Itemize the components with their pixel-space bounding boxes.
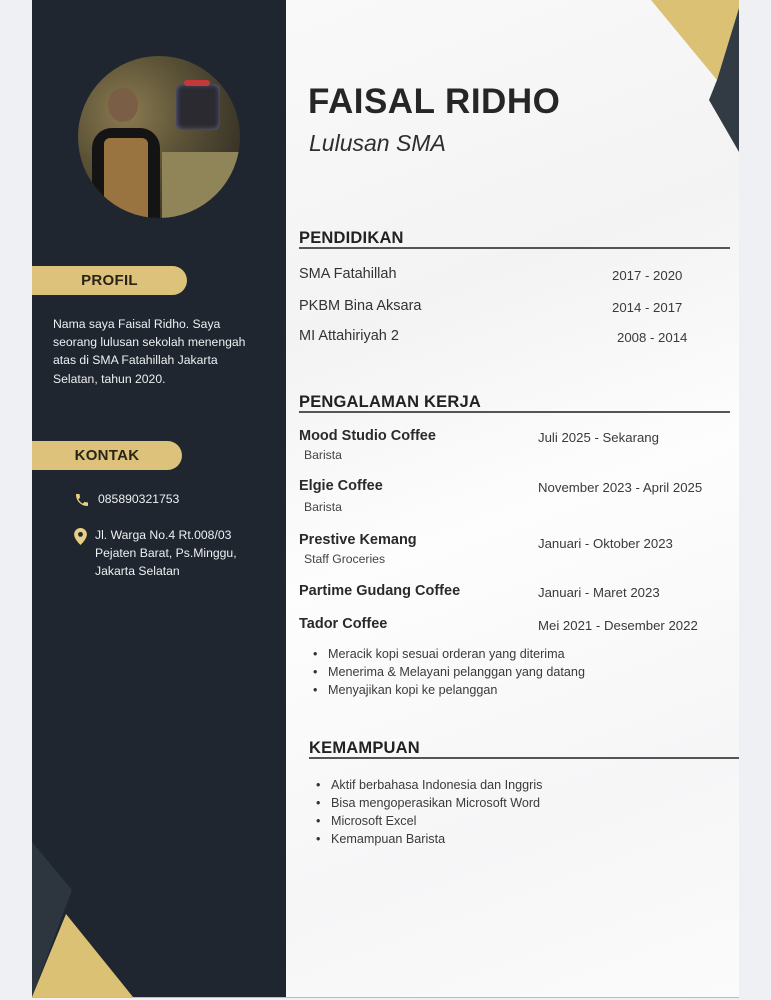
skill-item: • Bisa mengoperasikan Microsoft Word — [316, 794, 542, 812]
address-line-1: Jl. Warga No.4 Rt.008/03 — [95, 528, 232, 542]
pengalaman-divider — [299, 411, 730, 413]
school-name: MI Attahiriyah 2 — [299, 328, 399, 344]
skill-item: • Microsoft Excel — [316, 812, 542, 830]
job-company: Tador Coffee — [299, 616, 388, 632]
candidate-name: FAISAL RIDHO — [308, 82, 561, 121]
pendidikan-divider — [299, 247, 730, 249]
skills-list — [316, 776, 542, 848]
job-entry — [299, 532, 739, 566]
school-years: 2014 - 2017 — [612, 300, 683, 315]
school-name: SMA Fatahillah — [299, 266, 397, 282]
profil-heading: PROFIL — [32, 266, 187, 295]
kontak-heading: KONTAK — [32, 441, 182, 470]
kemampuan-divider — [309, 757, 739, 759]
pengalaman-heading: PENGALAMAN KERJA — [299, 393, 481, 411]
job-company: Partime Gudang Coffee — [299, 583, 461, 599]
job-dates: Juli 2025 - Sekarang — [538, 430, 659, 445]
phone-icon — [74, 492, 90, 508]
location-pin-icon — [74, 528, 87, 545]
job-dates: Mei 2021 - Desember 2022 — [538, 618, 698, 633]
school-years: 2017 - 2020 — [612, 268, 683, 283]
education-row — [299, 298, 719, 314]
candidate-subtitle: Lulusan SMA — [309, 130, 446, 156]
education-row — [299, 328, 719, 344]
corner-decoration-top-right — [639, 0, 739, 155]
school-name: PKBM Bina Aksara — [299, 298, 422, 314]
kemampuan-heading: KEMAMPUAN — [309, 739, 420, 757]
job-role: Barista — [304, 500, 342, 514]
duty-item: • Menerima & Melayani pelanggan yang datang — [313, 663, 585, 681]
contact-phone — [74, 490, 179, 508]
job-role: Staff Groceries — [304, 552, 386, 566]
job-company: Elgie Coffee — [299, 478, 383, 494]
profile-photo — [78, 56, 240, 218]
address-line-3: Jakarta Selatan — [95, 564, 180, 579]
pendidikan-heading: PENDIDIKAN — [299, 229, 404, 247]
job-role: Barista — [304, 448, 342, 462]
school-years: 2008 - 2014 — [617, 330, 688, 345]
duty-item: • Meracik kopi sesuai orderan yang diterima — [313, 645, 585, 663]
profil-text: Nama saya Faisal Ridho. Saya seorang lulusan sekolah menengah atas di SMA Fatahillah Jakarta Selatan, tahun 2020. — [53, 317, 246, 386]
skill-item: • Aktif berbahasa Indonesia dan Inggris — [316, 776, 542, 794]
job-dates: November 2023 - April 2025 — [538, 480, 703, 495]
address-text — [95, 526, 237, 581]
address-line-2: Pejaten Barat, Ps.Minggu, — [95, 546, 237, 561]
job-entry — [299, 583, 739, 599]
contact-address — [74, 526, 237, 581]
job-entry — [299, 616, 739, 632]
job-company: Prestive Kemang — [299, 532, 417, 548]
job-dates: Januari - Oktober 2023 — [538, 536, 673, 551]
job-company: Mood Studio Coffee — [299, 428, 436, 444]
phone-number[interactable]: 085890321753 — [98, 492, 180, 506]
skill-item: • Kemampuan Barista — [316, 830, 542, 848]
job-duties-list — [313, 645, 585, 699]
job-entry — [299, 428, 739, 462]
job-entry — [299, 478, 739, 514]
duty-item: • Menyajikan kopi ke pelanggan — [313, 681, 585, 699]
sidebar — [32, 0, 286, 997]
resume-page — [32, 0, 739, 997]
job-dates: Januari - Maret 2023 — [538, 585, 660, 600]
education-row — [299, 266, 719, 282]
